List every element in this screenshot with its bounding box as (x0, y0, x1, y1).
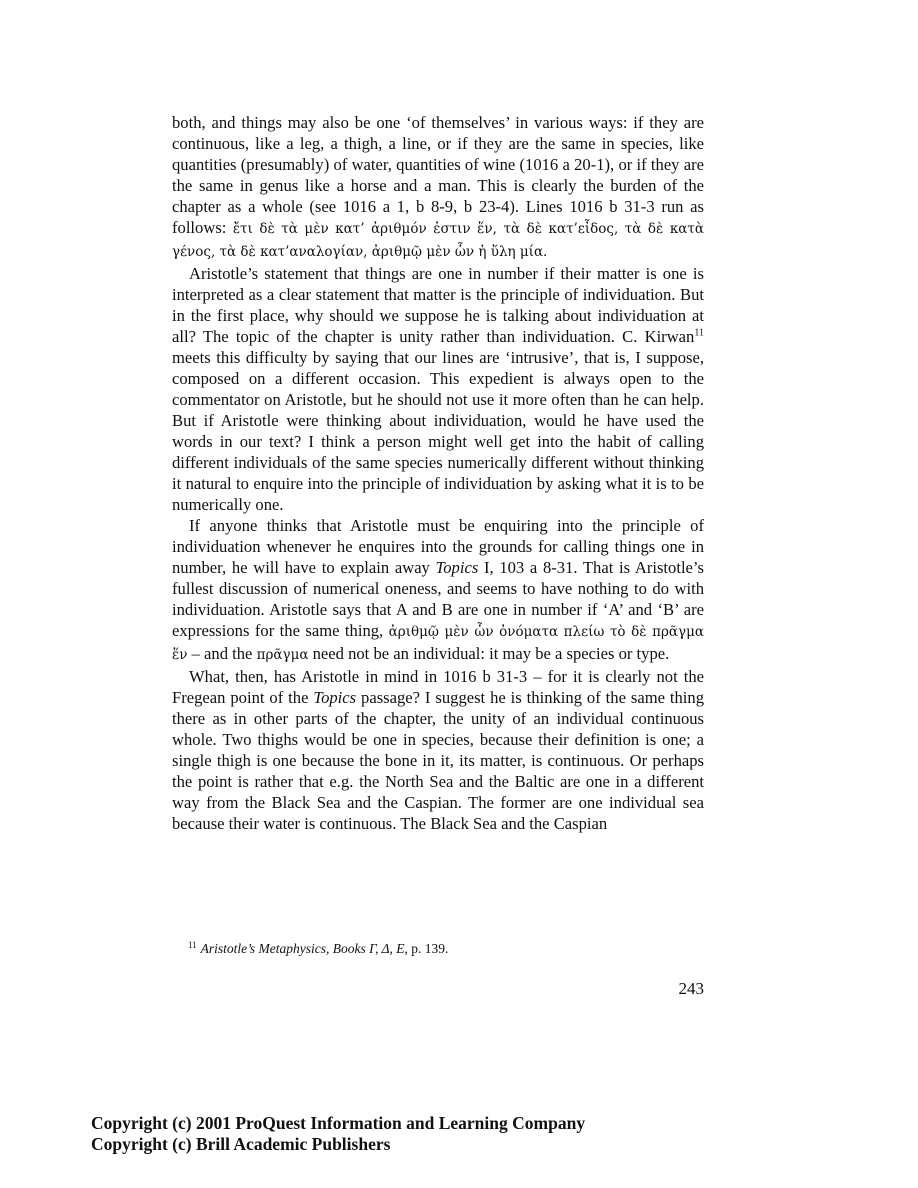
greek-quotation: ἔτι δὲ τὰ μὲν κατ’ ἀριθμόν ἐστιν ἕν, τὰ δὲ κατ’εἶδος, τὰ δὲ κατὰ γένος, τὰ δὲ κατ’αναλογίαν, ἀριθμῷ μὲν ὧν ἡ ὕλη μία. (172, 221, 704, 260)
paragraph-text: – and the (187, 644, 257, 663)
paragraph-3 (172, 515, 704, 666)
copyright-line: Copyright (c) Brill Academic Publishers (91, 1134, 391, 1154)
copyright-line: Copyright (c) 2001 ProQuest Information and Learning Company (91, 1113, 586, 1133)
greek-quotation: ἀριθμῷ μὲν ὧν ὀνόματα πλείω τὸ δὲ πρᾶγμα ἕν (172, 624, 705, 663)
paragraph-text: What, then, has Aristotle in mind in 1016 b 31-3 – for it is clearly not the Fregean point of the (172, 667, 704, 707)
paragraph-2 (172, 263, 704, 515)
greek-word: πρᾶγμα (256, 647, 309, 663)
italic-title: Topics (435, 558, 479, 577)
paragraph-text: both, and things may also be one ‘of themselves’ in various ways: if they are continuous, like a leg, a thigh, a line, or if they are the same in species, like quantities (presumably) of water, quantities of wine (1016 a 20-1), or if they are the same in genus like a horse and a man. This is clearly the burden of the chapter as a whole (see 1016 a 1, b 8-9, b 23-4). Lines 1016 b 31-3 run as follows: (172, 113, 704, 237)
footnote-marker[interactable]: 11 (694, 327, 704, 339)
paragraph-text: Aristotle’s statement that things are one in number if their matter is one is interpreted as a clear statement that matter is the principle of individuation. But in the first place, why should we suppose he is talking about individuation at all? The topic of the chapter is unity rather than individuation. C. Kirwan (172, 264, 704, 346)
italic-title: Topics (313, 688, 357, 707)
paragraph-1 (172, 112, 704, 263)
body-text (172, 112, 704, 834)
footnote (188, 940, 708, 958)
paragraph-text: need not be an individual: it may be a species or type. (308, 644, 670, 663)
paragraph-text: passage? I suggest he is thinking of the same thing there as in other parts of the chapter, the unity of an individual continuous whole. Two thighs would be one in species, because their definition is one; a single thigh is one because the bone in it, its matter, is continuous. Or perhaps the point is rather that e.g. the North Sea and the Baltic are one in a different way from the Black Sea and the Caspian. The former are one individual sea because their water is continuous. The Black Sea and the Caspian (172, 688, 705, 833)
paragraph-text: I, 103 a 8-31. That is Aristotle’s fullest discussion of numerical oneness, and seems to have nothing to do with individuation. Aristotle says that A and B are one in number if ‘A’ and ‘B’ are expressions for the same thing, (172, 558, 704, 640)
footnote-number: 11 (188, 939, 197, 950)
footnote-text: , p. 139. (404, 941, 449, 956)
paragraph-text: If anyone thinks that Aristotle must be enquiring into the principle of individuation whenever he enquires into the grounds for calling things one in number, he will have to explain away (172, 516, 704, 577)
paragraph-4 (172, 666, 704, 834)
page-number: 243 (678, 979, 704, 998)
copyright-notice (91, 1113, 585, 1155)
footnote-title: Aristotle’s Metaphysics, Books Γ, Δ, E (200, 941, 405, 956)
paragraph-text: meets this difficulty by saying that our lines are ‘intrusive’, that is, I suppose, composed on a different occasion. This expedient is always open to the commentator on Aristotle, but he should not use it more often than he can help. But if Aristotle were thinking about individuation, would he have used the words in our text? I think a person might well get into the habit of calling different individuals of the same species numerically different without thinking it natural to enquire into the principle of individuation by asking what it is to be numerically one. (172, 348, 704, 514)
